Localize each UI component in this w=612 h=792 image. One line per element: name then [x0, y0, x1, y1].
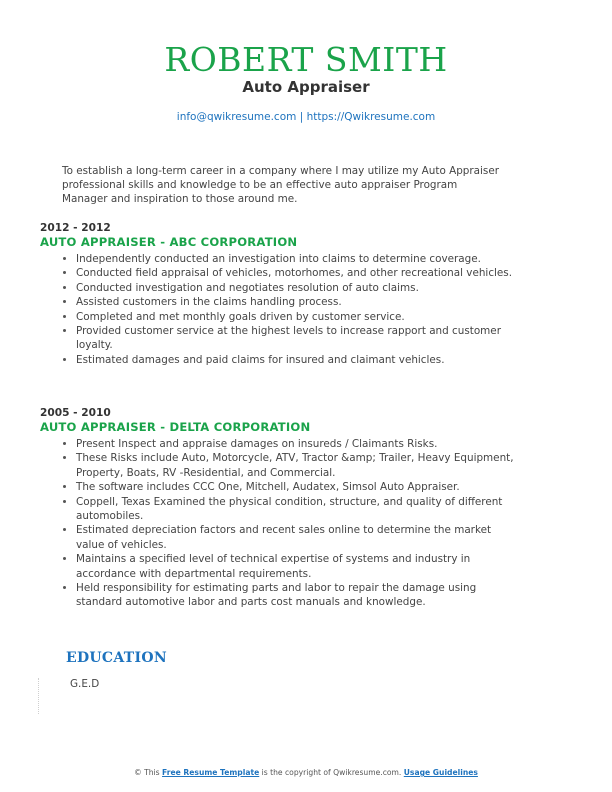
- copyright-footer: [0, 768, 612, 777]
- bullet-item: • Completed and met monthly goals driven by customer service.: [76, 310, 516, 324]
- bullet-item: • Independently conducted an investigation into claims to determine coverage.: [76, 252, 516, 266]
- education-item: G.E.D: [70, 678, 100, 690]
- footer-copyright-text: is the copyright of Qwikresume.com.: [261, 768, 402, 777]
- website-link[interactable]: https://Qwikresume.com: [306, 111, 436, 123]
- experience-entry: [40, 407, 560, 610]
- bullet-item: • Coppell, Texas Examined the physical condition, structure, and quality of different automobiles.: [76, 495, 516, 524]
- free-template-link[interactable]: Free Resume Template: [162, 768, 260, 777]
- job-dates: 2012 - 2012: [40, 222, 111, 234]
- bullet-item: • The software includes CCC One, Mitchell, Audatex, Simsol Auto Appraiser.: [76, 480, 516, 494]
- bullet-item: • Held responsibility for estimating parts and labor to repair the damage using standard automotive labor and parts cost manuals and knowledge.: [76, 581, 516, 610]
- education-divider: [38, 678, 39, 714]
- contact-line: [0, 111, 612, 123]
- candidate-name: ROBERT SMITH: [164, 40, 448, 79]
- bullet-item: • Assisted customers in the claims handling process.: [76, 295, 516, 309]
- bullet-item: • Estimated damages and paid claims for insured and claimant vehicles.: [76, 353, 516, 367]
- education-heading: EDUCATION: [66, 650, 167, 666]
- bullet-item: • Provided customer service at the highest levels to increase rapport and customer loyalty.: [76, 324, 516, 353]
- contact-separator: |: [299, 111, 304, 123]
- job-bullets: [40, 437, 560, 610]
- email-link[interactable]: info@qwikresume.com: [176, 111, 297, 123]
- job-role: Auto Appraiser: [242, 78, 370, 96]
- job-title: AUTO APPRAISER - DELTA CORPORATION: [40, 420, 311, 434]
- bullet-item: • Conducted investigation and negotiates resolution of auto claims.: [76, 281, 516, 295]
- career-summary: To establish a long-term career in a company where I may utilize my Auto Appraiser professional skills and knowledge to be an effective auto appraiser Program Manager and inspiration to those around me.: [62, 165, 500, 205]
- bullet-item: • Conducted field appraisal of vehicles, motorhomes, and other recreational vehicles.: [76, 266, 516, 280]
- bullet-item: • Present Inspect and appraise damages on insureds / Claimants Risks.: [76, 437, 516, 451]
- bullet-item: • Maintains a specified level of technical expertise of systems and industry in accordance with departmental requirements.: [76, 552, 516, 581]
- bullet-item: • These Risks include Auto, Motorcycle, ATV, Tractor &amp; Trailer, Heavy Equipment, Property, Boats, RV -Residential, and Commercial.: [76, 451, 516, 480]
- footer-prefix: © This: [134, 768, 160, 777]
- job-bullets: [40, 252, 560, 367]
- experience-entry: [40, 222, 560, 367]
- bullet-item: • Estimated depreciation factors and recent sales online to determine the market value of vehicles.: [76, 523, 516, 552]
- job-dates: 2005 - 2010: [40, 407, 111, 419]
- usage-guidelines-link[interactable]: Usage Guidelines: [403, 768, 478, 777]
- job-title: AUTO APPRAISER - ABC CORPORATION: [40, 235, 298, 249]
